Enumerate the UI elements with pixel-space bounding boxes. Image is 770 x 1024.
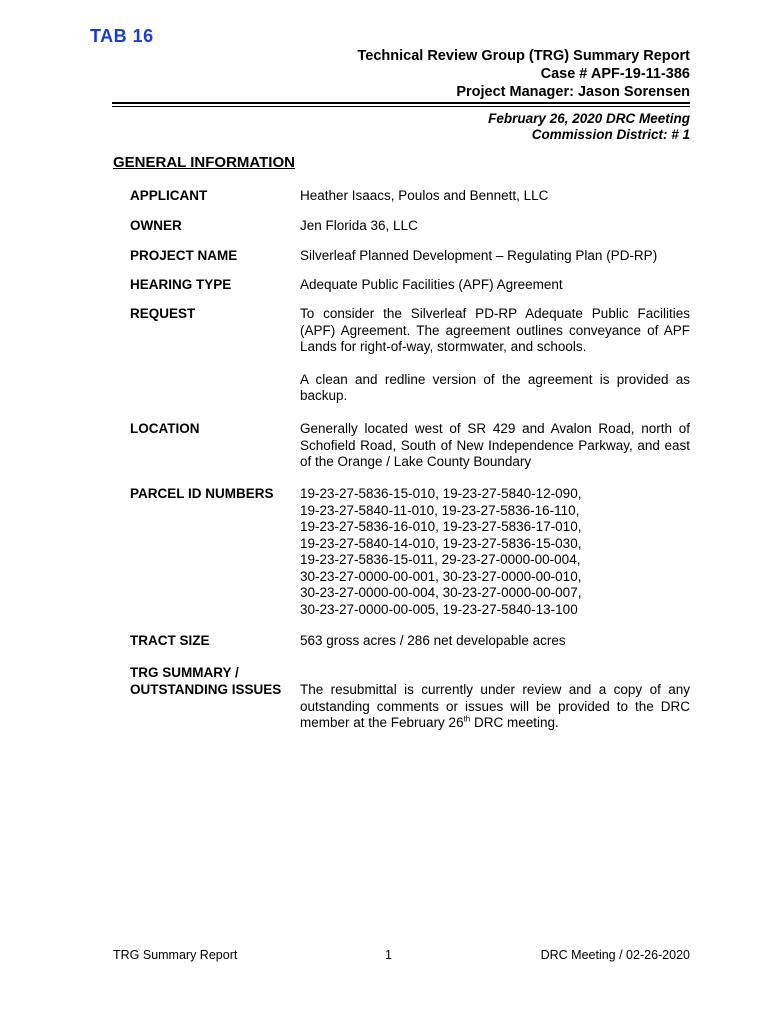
field-value (300, 306, 690, 405)
parcel-line: 19-23-27-5840-14-010, 19-23-27-5836-15-030, (300, 535, 582, 551)
parcel-line: 19-23-27-5836-15-010, 19-23-27-5840-12-090, (300, 486, 582, 501)
section-title: GENERAL INFORMATION (113, 154, 295, 171)
footer-report-name: TRG Summary Report (113, 948, 238, 962)
request-paragraph: A clean and redline version of the agreement is provided as backup. (300, 371, 690, 403)
field-label: PROJECT NAME (130, 248, 238, 263)
tab-label: TAB 16 (90, 26, 154, 46)
field-label: OWNER (130, 218, 182, 233)
meeting-date: February 26, 2020 DRC Meeting (488, 111, 690, 126)
request-paragraph: To consider the Silverleaf PD-RP Adequate Public Facilities (APF) Agreement. The agreement outlines conveyance of APF Lands for right-of-way, stormwater, and schools. (300, 306, 690, 354)
header-rule-thin (112, 106, 690, 107)
footer-meeting: DRC Meeting / 02-26-2020 (540, 948, 690, 962)
field-label: PARCEL ID NUMBERS (130, 486, 274, 501)
field-value: Silverleaf Planned Development – Regulating Plan (PD-RP) (300, 248, 658, 263)
parcel-line: 30-23-27-0000-00-005, 19-23-27-5840-13-100 (300, 601, 578, 617)
field-value: Adequate Public Facilities (APF) Agreement (300, 277, 563, 292)
parcel-line: 19-23-27-5836-16-010, 19-23-27-5836-17-010, (300, 519, 582, 534)
field-value: Jen Florida 36, LLC (300, 218, 418, 233)
field-label: LOCATION (130, 421, 200, 436)
summary-text-end: DRC meeting. (470, 715, 559, 730)
report-title: Technical Review Group (TRG) Summary Report (357, 48, 690, 64)
field-value: Generally located west of SR 429 and Avalon Road, north of Schofield Road, South of New Independence Parkway, and east of the Orange / Lake County Boundary (300, 421, 690, 469)
report-header (358, 47, 691, 101)
field-label: HEARING TYPE (130, 277, 232, 292)
parcel-line: 30-23-27-0000-00-004, 30-23-27-0000-00-007, (300, 585, 582, 600)
parcel-line: 30-23-27-0000-00-001, 30-23-27-0000-00-010, (300, 568, 582, 584)
parcel-list (300, 486, 690, 618)
field-value: Heather Isaacs, Poulos and Bennett, LLC (300, 188, 549, 203)
field-label: APPLICANT (130, 188, 208, 203)
summary-superscript: th (463, 714, 471, 724)
footer-page-number: 1 (385, 948, 392, 962)
field-label: TRACT SIZE (130, 633, 210, 648)
summary-text: The resubmittal is currently under review and a copy of any outstanding comments or issues will be provided to the DRC member at the February 26 (300, 682, 690, 730)
header-rule-thick (112, 102, 690, 104)
meeting-info (488, 111, 690, 143)
commission-district: Commission District: # 1 (531, 127, 690, 142)
field-value: 563 gross acres / 286 net developable acres (300, 633, 566, 648)
field-label-line: TRG SUMMARY / (130, 665, 239, 680)
field-value (300, 682, 690, 732)
field-label (130, 665, 305, 698)
field-label-line: OUTSTANDING ISSUES (130, 681, 282, 697)
case-number: Case # APF-19-11-386 (540, 66, 690, 82)
field-label: REQUEST (130, 306, 196, 321)
parcel-line: 19-23-27-5836-15-011, 29-23-27-0000-00-004, (300, 552, 581, 567)
project-manager: Project Manager: Jason Sorensen (456, 84, 690, 100)
parcel-line: 19-23-27-5840-11-010, 19-23-27-5836-16-110, (300, 502, 580, 518)
